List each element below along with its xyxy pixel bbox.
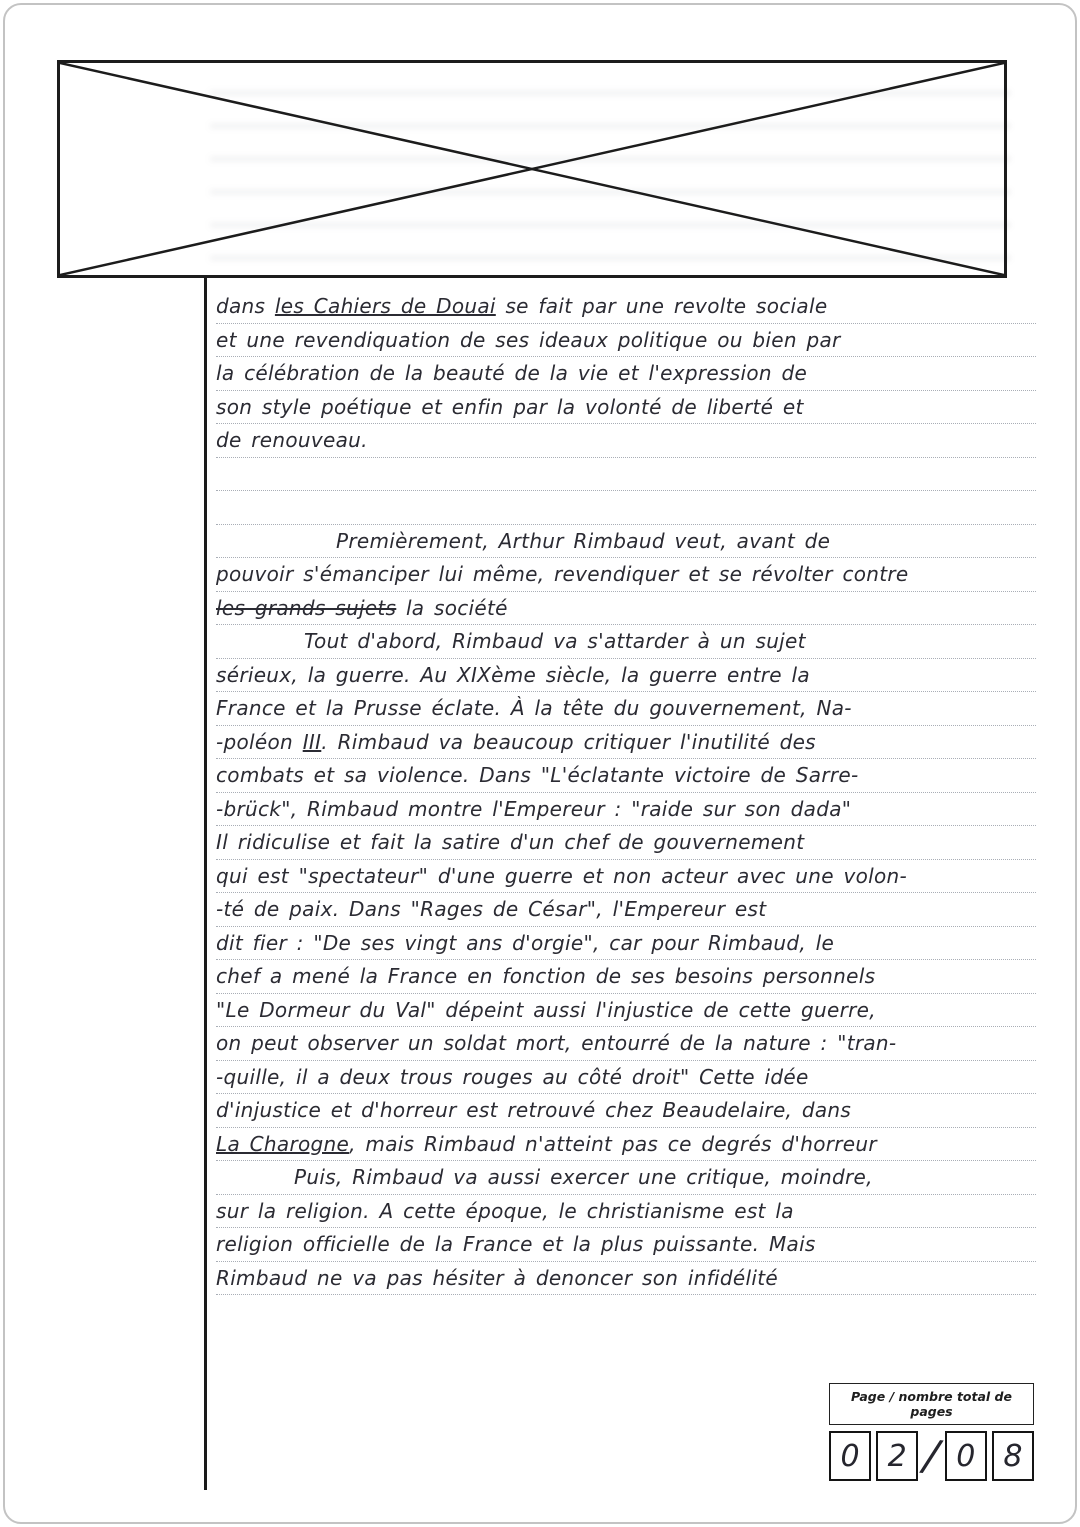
handwritten-text: La Charogne — [216, 1131, 350, 1156]
handwritten-text: la société — [396, 595, 508, 620]
handwritten-line — [216, 860, 1036, 894]
handwritten-text: Il ridiculise et fait la satire d'un chef de gouvernement — [216, 830, 805, 854]
handwritten-line — [216, 659, 1036, 693]
page-number-digits — [829, 1431, 1034, 1481]
handwritten-line — [216, 994, 1036, 1028]
handwritten-text: Tout d'abord, Rimbaud va s'attarder à un sujet — [304, 629, 806, 653]
handwritten-text: -poléon — [216, 729, 303, 754]
handwritten-text: la célébration de la beauté de la vie et l'expression de — [216, 361, 808, 385]
handwritten-line — [216, 927, 1036, 961]
handwritten-line — [216, 424, 1036, 458]
handwritten-line — [216, 793, 1036, 827]
handwritten-line — [216, 357, 1036, 391]
handwritten-text: chef a mené la France en fonction de ses besoins personnels — [216, 964, 876, 988]
handwritten-line — [216, 893, 1036, 927]
handwritten-line — [216, 826, 1036, 860]
handwritten-text: dans — [216, 294, 275, 318]
handwritten-line — [216, 525, 1036, 559]
handwritten-text: de renouveau. — [216, 428, 368, 452]
handwritten-line — [216, 1228, 1036, 1262]
page-separator: / — [921, 1430, 942, 1481]
handwritten-line — [216, 1061, 1036, 1095]
handwritten-line — [216, 1161, 1036, 1195]
margin-rule — [204, 278, 207, 1490]
handwritten-text: . Rimbaud va beaucoup critiquer l'inutilité des — [321, 729, 816, 754]
page-digit-2: 2 — [876, 1431, 918, 1481]
handwritten-text: dit fier : "De ses vingt ans d'orgie", car pour Rimbaud, le — [216, 930, 835, 955]
handwritten-text: -quille, il a deux trous rouges au côté droit" Cette idée — [216, 1064, 809, 1089]
handwritten-text: et une revendiquation de ses ideaux politique ou bien par — [216, 327, 841, 352]
handwritten-text: se fait par une revolte sociale — [495, 294, 828, 318]
handwritten-text: sur la religion. A cette époque, le christianisme est la — [216, 1198, 794, 1223]
handwritten-text: -té de paix. Dans "Rages de César", l'Empereur est — [216, 897, 767, 921]
handwritten-line — [216, 391, 1036, 425]
handwritten-line — [216, 491, 1036, 525]
handwritten-line — [216, 558, 1036, 592]
handwritten-text: son style poétique et enfin par la volonté de liberté et — [216, 394, 804, 419]
handwritten-text: "Le Dormeur du Val" dépeint aussi l'injustice de cette guerre, — [216, 997, 876, 1022]
handwritten-text: religion officielle de la France et la plus puissante. Mais — [216, 1232, 816, 1256]
handwritten-text: Puis, Rimbaud va aussi exercer une critique, moindre, — [294, 1165, 873, 1189]
total-digit-1: 0 — [945, 1431, 987, 1481]
handwritten-line — [216, 625, 1036, 659]
handwritten-line — [216, 592, 1036, 626]
handwritten-text: d'injustice et d'horreur est retrouvé chez Beaudelaire, dans — [216, 1098, 852, 1122]
handwritten-text: combats et sa violence. Dans "L'éclatante victoire de Sarre- — [216, 763, 859, 787]
handwritten-line — [216, 692, 1036, 726]
handwritten-line — [216, 1094, 1036, 1128]
handwritten-text: les Cahiers de Douai — [274, 294, 496, 318]
handwritten-line — [216, 960, 1036, 994]
handwritten-text: Rimbaud ne va pas hésiter à denoncer son infidélité — [216, 1265, 778, 1290]
handwritten-line — [216, 1128, 1036, 1162]
handwriting-area — [216, 290, 1036, 1295]
handwritten-text: les grands sujets — [216, 595, 397, 620]
handwritten-line — [216, 324, 1036, 358]
cross-out-mark — [60, 63, 1004, 275]
handwritten-line — [216, 1195, 1036, 1229]
handwritten-line — [216, 759, 1036, 793]
handwritten-text: pouvoir s'émanciper lui même, revendiquer et se révolter contre — [216, 562, 909, 586]
handwritten-text: qui est "spectateur" d'une guerre et non acteur avec une volon- — [216, 863, 908, 888]
page-number-label: Page / nombre total de pages — [829, 1383, 1034, 1425]
handwritten-line — [216, 290, 1036, 324]
handwritten-text: on peut observer un soldat mort, entourré de la nature : "tran- — [216, 1031, 897, 1055]
handwritten-line — [216, 1262, 1036, 1296]
anonymization-box — [57, 60, 1007, 278]
handwritten-text: France et la Prusse éclate. À la tête du gouvernement, Na- — [216, 696, 852, 720]
handwritten-line — [216, 1027, 1036, 1061]
handwritten-text: Premièrement, Arthur Rimbaud veut, avant de — [336, 528, 831, 553]
handwritten-text: , mais Rimbaud n'atteint pas ce degrés d'horreur — [349, 1131, 877, 1156]
page-number-box — [829, 1383, 1034, 1481]
page-digit-1: 0 — [829, 1431, 871, 1481]
handwritten-line — [216, 726, 1036, 760]
handwritten-text: sérieux, la guerre. Au XIXème siècle, la guerre entre la — [216, 662, 810, 687]
handwritten-text: -brück", Rimbaud montre l'Empereur : "raide sur son dada" — [216, 796, 852, 821]
handwritten-line — [216, 458, 1036, 492]
total-digit-2: 8 — [992, 1431, 1034, 1481]
handwritten-text: III — [302, 729, 322, 754]
